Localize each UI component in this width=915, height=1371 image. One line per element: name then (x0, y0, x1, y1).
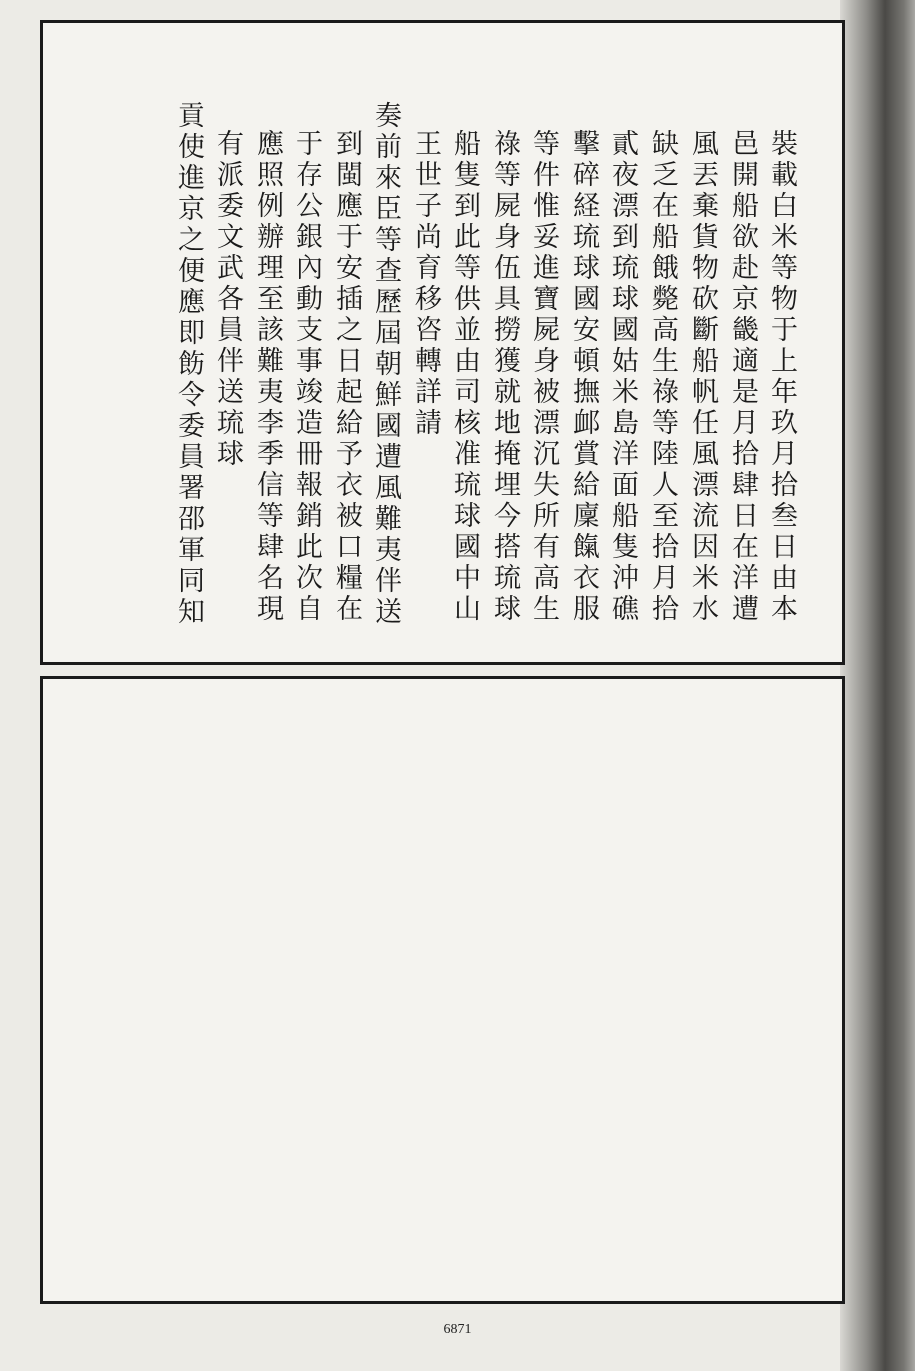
bottom-text-column: 裝載白米等物于上年玖月拾叁日由本 (766, 129, 797, 625)
bottom-text-column: 邑開船欲赴京畿適是月拾肆日在洋遭 (727, 129, 758, 625)
bottom-text-column: 缺乏在船餓斃高生祿等陸人至拾月拾 (647, 129, 678, 625)
top-text-panel (40, 20, 845, 665)
bottom-text-column: 船隻到此等供並由司核准琉球國中山 (449, 129, 480, 625)
bottom-text-column: 貳夜漂到琉球國姑米島洋面船隻沖礁 (607, 129, 638, 625)
page-number: 6871 (443, 1322, 472, 1337)
bottom-text-column: 于存公銀內動支事竣造冊報銷此次自 (291, 129, 322, 625)
bottom-text-column: 王世子尚育移咨轉詳請 (410, 129, 441, 439)
bottom-text-column: 貢使進京之便應即飭令委員署邵軍同知 (173, 101, 204, 628)
bottom-text-column: 到閩應于安插之日起給予衣被口糧在 (331, 129, 362, 625)
book-gutter-shadow (840, 0, 915, 1371)
bottom-text-column: 奏前來臣等查歷屆朝鮮國遭風難夷伴送 (370, 101, 401, 628)
bottom-text-column: 祿等屍身伍具撈獲就地掩埋今搭琉球 (489, 129, 520, 625)
bottom-text-column: 擊碎経琉球國安頓撫䘏賞給廩餼衣服 (568, 129, 599, 625)
bottom-text-column: 應照例辦理至該難夷李季信等肆名現 (252, 129, 283, 625)
bottom-text-column: 風丟棄貨物砍斷船帆任風漂流因米水 (687, 129, 718, 625)
bottom-text-column: 有派委文武各員伴送琉球 (212, 129, 243, 470)
bottom-text-panel (40, 101, 845, 1304)
bottom-text-column: 等件惟妥進寶屍身被漂沉失所有高生 (528, 129, 559, 625)
